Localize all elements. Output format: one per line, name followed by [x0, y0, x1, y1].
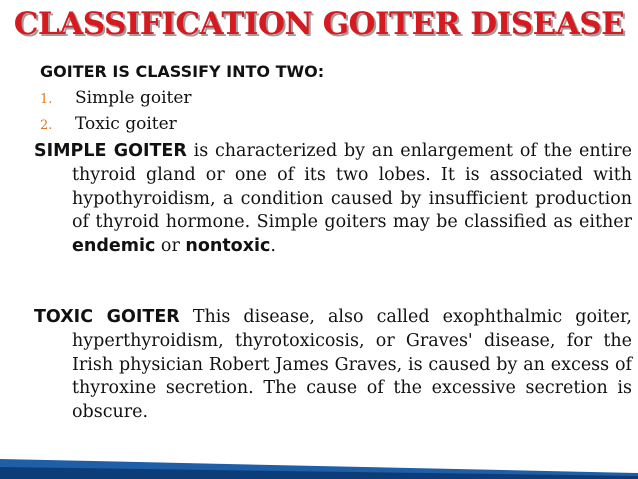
or-text: or [155, 236, 186, 257]
simple-goiter-body: is characterized by an enlargement of the entire thyroid gland or one of its two lobes. It is associated with hypothyroidism, a condition caused by insufficient production of thyroid hormone. Simple goiters may be classified as either [72, 141, 632, 233]
toxic-goiter-paragraph [34, 306, 632, 425]
endemic-term: endemic [72, 236, 156, 257]
section-heading: GOITER IS CLASSIFY INTO TWO: [40, 62, 325, 81]
list-number: 2. [40, 118, 53, 133]
slide-title: CLASSIFICATION GOITER DISEASE [13, 6, 625, 42]
simple-goiter-term: SIMPLE GOITER [34, 141, 187, 161]
list-text: Simple goiter [75, 88, 192, 108]
list-item [40, 88, 192, 108]
toxic-goiter-body: This disease, also called exophthalmic goiter, hyperthyroidism, thyrotoxicosis, or Graves' disease, for the Irish physician Robert James Graves, is caused by an excess of thyroxine secretion. The cause of the excessive secretion is obscure. [72, 307, 632, 423]
list-number: 1. [40, 92, 53, 107]
list-text: Toxic goiter [75, 114, 177, 134]
simple-goiter-paragraph [34, 140, 632, 259]
nontoxic-term: nontoxic [185, 236, 271, 257]
decorative-wave [0, 459, 638, 479]
toxic-goiter-term: TOXIC GOITER [34, 307, 180, 327]
list-item [40, 114, 177, 134]
period: . [270, 236, 276, 257]
